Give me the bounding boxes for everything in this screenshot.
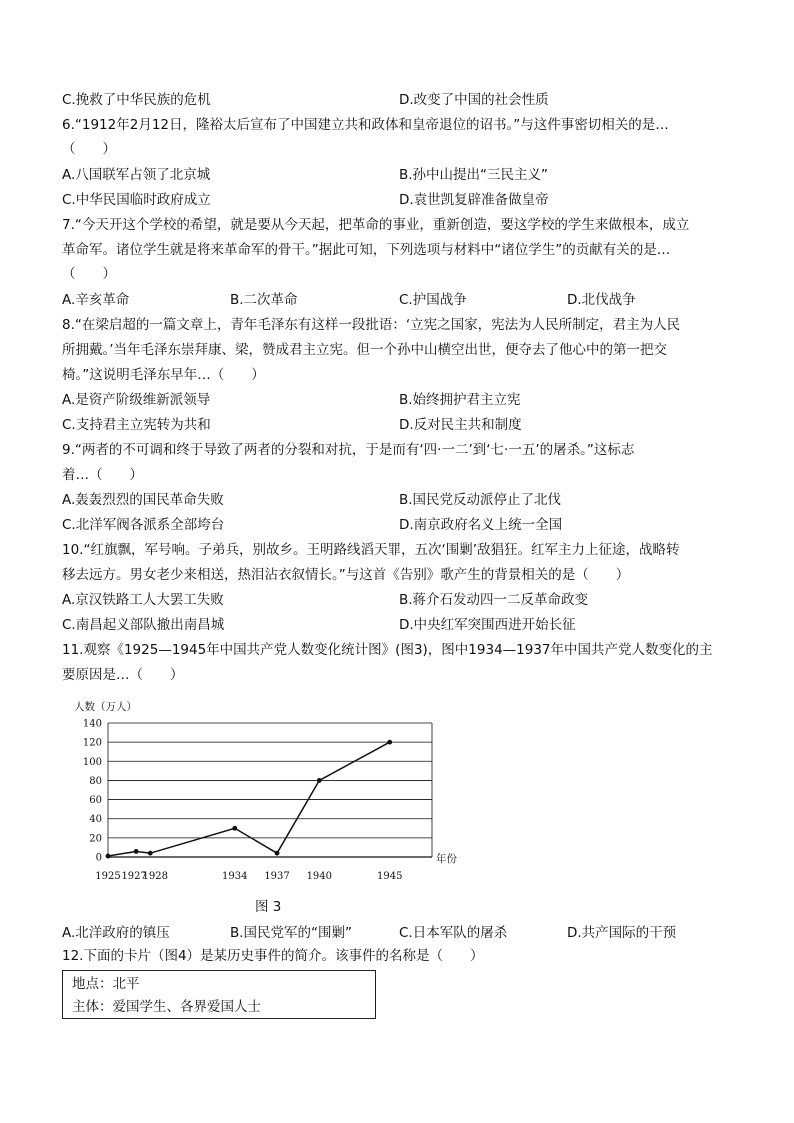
chart-y-tick-labels	[83, 719, 102, 864]
chart-data-points	[106, 740, 393, 859]
data-point-1945	[387, 740, 392, 745]
q7-option-b: B.二次革命	[230, 292, 298, 308]
x-tick-label: 1940	[306, 871, 333, 882]
q10-option-c: C.南昌起义部队撤出南昌城	[62, 617, 225, 633]
q11-option-c: C.日本军队的屠杀	[399, 925, 508, 941]
y-tick-label: 60	[89, 795, 102, 807]
y-tick-label: 20	[89, 833, 102, 845]
q11-option-b: B.国民党军的“围剿”	[230, 925, 353, 941]
x-tick-label: 1934	[222, 871, 248, 882]
x-tick-label: 1927	[121, 871, 147, 882]
data-point-1928	[148, 851, 153, 856]
y-tick-label: 0	[95, 852, 102, 864]
q7-stem-line1: 7.“今天开这个学校的希望，就是要从今天起，把革命的事业，重新创造，要这学校的学生来做根本，成立	[62, 217, 690, 233]
q7-option-a: A.辛亥革命	[62, 292, 130, 308]
data-point-1927	[134, 849, 139, 854]
q6-option-b: B.孙中山提出“三民主义”	[399, 167, 549, 183]
q8-option-b: B.始终拥护君主立宪	[399, 392, 521, 408]
x-tick-label: 1928	[142, 871, 168, 882]
q10-option-a: A.京汉铁路工人大罢工失败	[62, 592, 224, 608]
card-location: 地点：北平	[72, 976, 140, 992]
y-tick-label: 140	[82, 718, 102, 730]
q7-option-c: C.护国战争	[399, 292, 467, 308]
membership-series-line	[108, 742, 390, 856]
q6-stem-line1: 6.“1912年2月12日，隆裕太后宣布了中国建立共和政体和皇帝退位的诏书。”与这件事密切相关的是…	[62, 117, 669, 133]
q9-stem-line1: 9.“两者的不可调和终于导致了两者的分裂和对抗，于是而有‘四·一二’到‘七·一五’的屠杀。”这标志	[62, 442, 635, 458]
data-point-1925	[106, 854, 111, 859]
q7-stem-line2: 革命军。诸位学生就是将来革命军的骨干。”据此可知，下列选项与材料中“诸位学生”的贡献有关的是…	[62, 242, 671, 258]
q12-stem-line1: 12.下面的卡片（图4）是某历史事件的简介。该事件的名称是（ ）	[62, 948, 484, 964]
q10-option-d: D.中央红军突围西进开始长征	[399, 617, 576, 633]
data-point-1940	[317, 778, 322, 783]
q6-option-c: C.中华民国临时政府成立	[62, 192, 211, 208]
q9-stem-line2: 着…（ ）	[62, 467, 143, 483]
q5-option-c: C.挽救了中华民族的危机	[62, 92, 211, 108]
q6-stem-line2: （ ）	[62, 141, 116, 157]
y-tick-label: 80	[89, 775, 102, 787]
y-tick-label: 120	[82, 737, 102, 749]
q6-option-d: D.袁世凯复辟准备做皇帝	[399, 192, 549, 208]
q8-option-d: D.反对民主共和制度	[399, 417, 522, 433]
figure-3-caption: 图 3	[255, 899, 282, 915]
chart-x-tick-labels	[95, 871, 402, 882]
q11-stem-line2: 要原因是…（ ）	[62, 667, 184, 683]
y-tick-label: 40	[89, 814, 102, 826]
q8-stem-line1: 8.“在梁启超的一篇文章上，青年毛泽东有这样一段批语：‘立宪之国家，宪法为人民所制定，君主为人民	[62, 317, 681, 333]
q9-option-a: A.轰轰烈烈的国民革命失败	[62, 492, 224, 508]
chart-y-axis-label: 人数（万人）	[74, 701, 137, 713]
x-tick-label: 1925	[95, 871, 121, 882]
q8-option-c: C.支持君主立宪转为共和	[62, 417, 211, 433]
q10-option-b: B.蒋介石发动四一二反革命政变	[399, 592, 589, 608]
data-point-1934	[232, 826, 237, 831]
x-tick-label: 1945	[377, 871, 403, 882]
q10-stem-line2: 移去远方。男女老少来相送，热泪沾衣叙情长。”与这首《告别》歌产生的背景相关的是（ ）	[62, 567, 630, 583]
event-info-card	[62, 970, 376, 1019]
q7-option-d: D.北伐战争	[567, 292, 636, 308]
x-tick-label: 1937	[264, 871, 290, 882]
q11-stem-line1: 11.观察《1925—1945年中国共产党人数变化统计图》(图3)，图中1934—1937年中国共产党人数变化的主	[62, 642, 713, 658]
q11-option-a: A.北洋政府的镇压	[62, 925, 170, 941]
q10-stem-line1: 10.“红旗飘，军号响。子弟兵，别故乡。王明路线滔天罪，五次‘围剿’敌猖狂。红军主力上征途，战略转	[62, 542, 680, 558]
card-participants: 主体：爱国学生、各界爱国人士	[72, 999, 261, 1015]
q6-option-a: A.八国联军占领了北京城	[62, 167, 211, 183]
q8-option-a: A.是资产阶级维新派领导	[62, 392, 211, 408]
chart-x-axis-label: 年份	[436, 853, 457, 865]
q9-option-c: C.北洋军阀各派系全部垮台	[62, 517, 225, 533]
q7-stem-line3: （ ）	[62, 266, 116, 282]
party-membership-line-chart	[62, 690, 482, 895]
q9-option-b: B.国民党反动派停止了北伐	[399, 492, 562, 508]
y-tick-label: 100	[82, 756, 102, 768]
q9-option-d: D.南京政府名义上统一全国	[399, 517, 563, 533]
q8-stem-line3: 椅。”这说明毛泽东早年…（ ）	[62, 367, 265, 383]
q11-option-d: D.共产国际的干预	[567, 925, 677, 941]
chart-grid	[108, 723, 432, 857]
q8-stem-line2: 所拥戴。’当年毛泽东崇拜康、梁，赞成君主立宪。但一个孙中山横空出世，便夺去了他心中的第一把交	[62, 342, 668, 358]
q5-option-d: D.改变了中国的社会性质	[399, 92, 549, 108]
data-point-1937	[275, 851, 280, 856]
